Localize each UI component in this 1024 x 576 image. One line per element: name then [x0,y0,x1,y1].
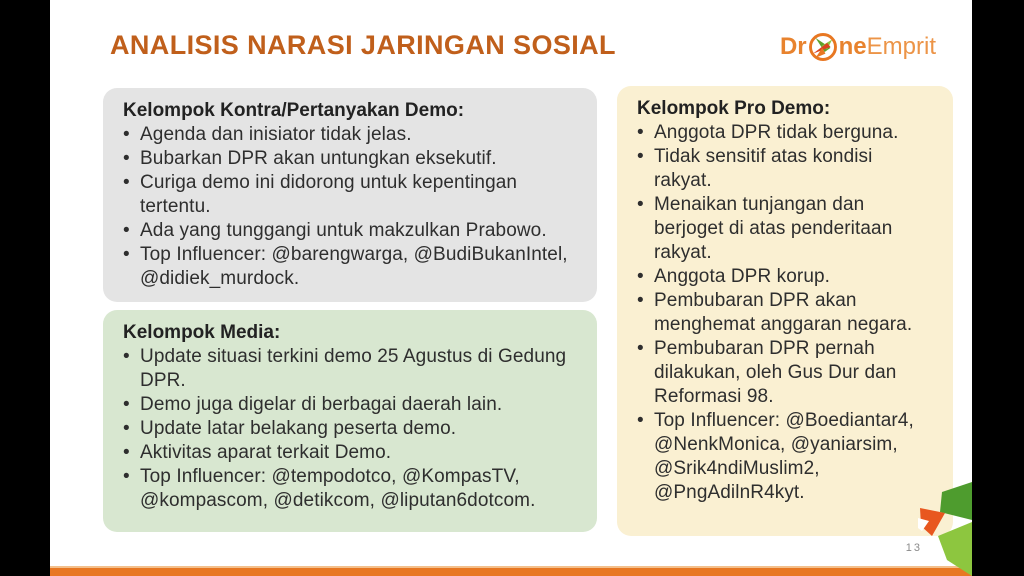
list-item: • Bubarkan DPR akan untungkan eksekutif. [123,147,577,171]
list-item: • Update situasi terkini demo 25 Agustus di Gedung DPR. [123,345,577,393]
list-item: • Agenda dan inisiator tidak jelas. [123,123,577,147]
list-item: • Menaikan tunjangan dan berjoget di atas penderitaan rakyat. [637,193,933,265]
logo-text-emprit: Emprit [866,33,936,60]
box-kontra-heading: Kelompok Kontra/Pertanyakan Demo: [123,100,465,121]
page-number: 13 [905,542,922,554]
box-media [103,310,597,532]
list-item: • Pembubaran DPR pernah dilakukan, oleh Gus Dur dan Reformasi 98. [637,337,933,409]
box-pro-demo [617,86,953,536]
box-media-heading: Kelompok Media: [123,322,281,343]
list-item: • Demo juga digelar di berbagai daerah lain. [123,393,577,417]
droneemprit-logo [780,30,936,64]
droneemprit-pinwheel-icon [808,32,838,62]
box-kontra-bullet-list [123,123,577,291]
logo-text-dr: Dr [779,33,807,60]
list-item: • Update latar belakang peserta demo. [123,417,577,441]
list-item: • Top Influencer: @Boediantar4, @NenkMonica, @yaniarsim, @Srik4ndiMuslim2, @PngAdilnR4kyt. [637,409,933,505]
list-item: • Tidak sensitif atas kondisi rakyat. [637,145,933,193]
presentation-slide [50,0,972,576]
list-item: • Top Influencer: @tempodotco, @KompasTV, @kompascom, @detikcom, @liputan6dotcom. [123,465,577,513]
list-item: • Curiga demo ini didorong untuk kepentingan tertentu. [123,171,577,219]
box-kontra-demo [103,88,597,302]
box-media-bullet-list [123,345,577,513]
box-pro-heading: Kelompok Pro Demo: [637,98,831,119]
list-item: • Anggota DPR korup. [637,265,933,289]
list-item: • Ada yang tunggangi untuk makzulkan Prabowo. [123,219,577,243]
slide-footer-bar [50,566,972,576]
logo-text-ne: ne [838,33,867,60]
list-item: • Pembubaran DPR akan menghemat anggaran negara. [637,289,933,337]
page-title: ANALISIS NARASI JARINGAN SOSIAL [110,30,616,60]
box-pro-bullet-list [637,121,933,505]
list-item: • Anggota DPR tidak berguna. [637,121,933,145]
list-item: • Top Influencer: @barengwarga, @BudiBukanIntel, @didiek_murdock. [123,243,577,291]
list-item: • Aktivitas aparat terkait Demo. [123,441,577,465]
